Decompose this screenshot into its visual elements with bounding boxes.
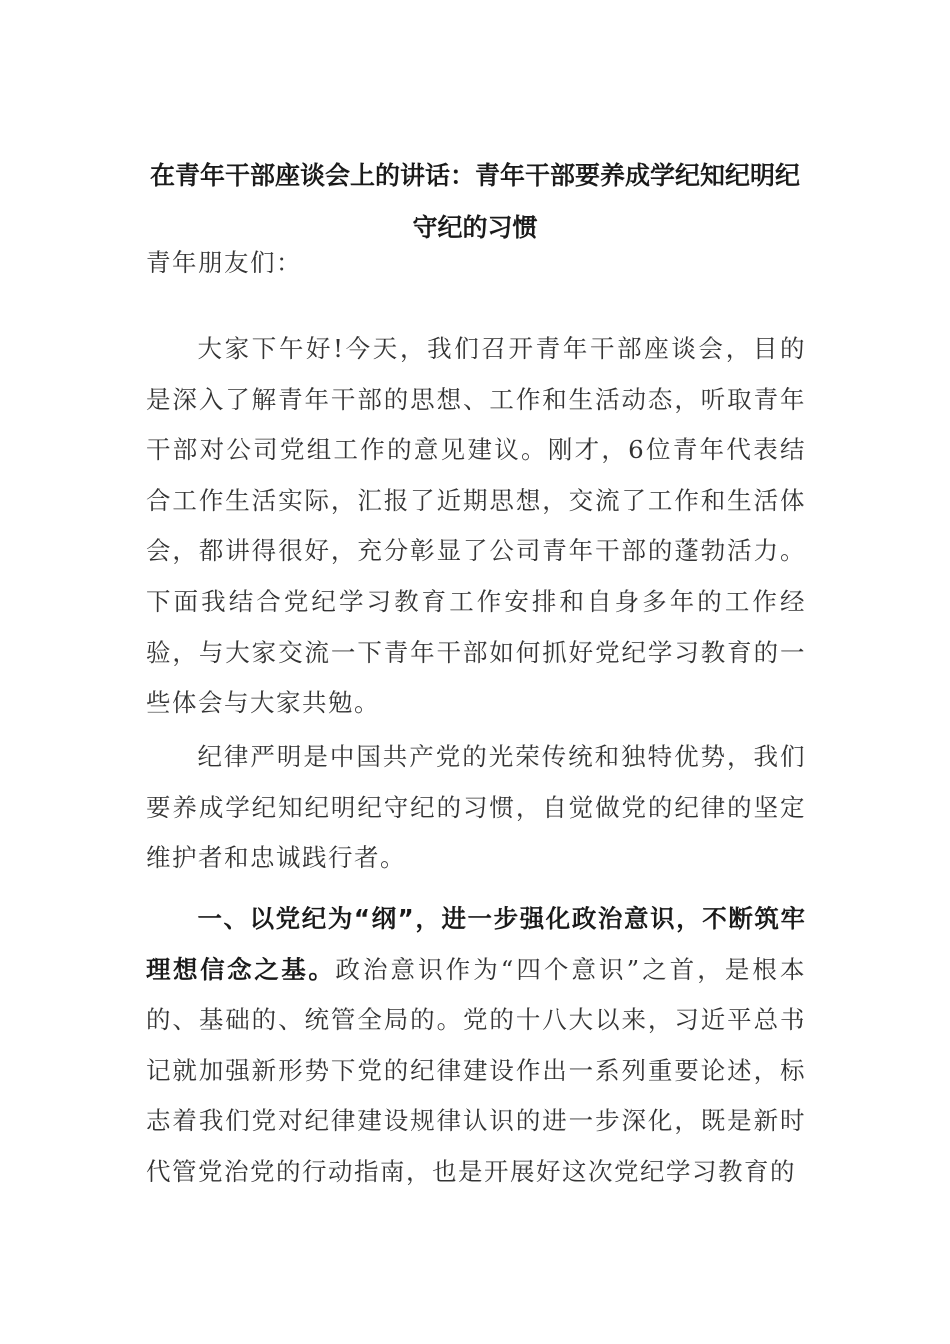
section-1-body: 政治意识作为“四个意识”之首，是根本的、基础的、统管全局的。党的十八大以来，习近平总书记就加强新形势下党的纪律建设作出一系列重要论述，标志着我们党对纪律建设规律认识的进一步深化，既是新时代管党治党的行动指南，也是开展好这次党纪学习教育的	[146, 954, 806, 1186]
greeting: 青年朋友们：	[146, 248, 302, 277]
paragraph-opening: 大家下午好!今天，我们召开青年干部座谈会，目的是深入了解青年干部的思想、工作和生活动态，听取青年干部对公司党组工作的意见建议。刚才，6位青年代表结合工作生活实际，汇报了近期思想，交流了工作和生活体会，都讲得很好，充分彰显了公司青年干部的蓬勃活力。下面我结合党纪学习教育工作安排和自身多年的工作经验，与大家交流一下青年干部如何抓好党纪学习教育的一些体会与大家共勉。	[146, 334, 806, 718]
paragraph-discipline: 纪律严明是中国共产党的光荣传统和独特优势，我们要养成学纪知纪明纪守纪的习惯，自觉做党的纪律的坚定维护者和忠诚践行者。	[146, 742, 806, 873]
paragraph-section-1	[146, 894, 806, 1198]
document-title: 在青年干部座谈会上的讲话：青年干部要养成学纪知纪明纪守纪的习惯	[149, 161, 800, 242]
section-1-heading: 一、以党纪为“纲”，进一步强化政治意识，不断筑牢理想信念之基。	[146, 904, 806, 984]
